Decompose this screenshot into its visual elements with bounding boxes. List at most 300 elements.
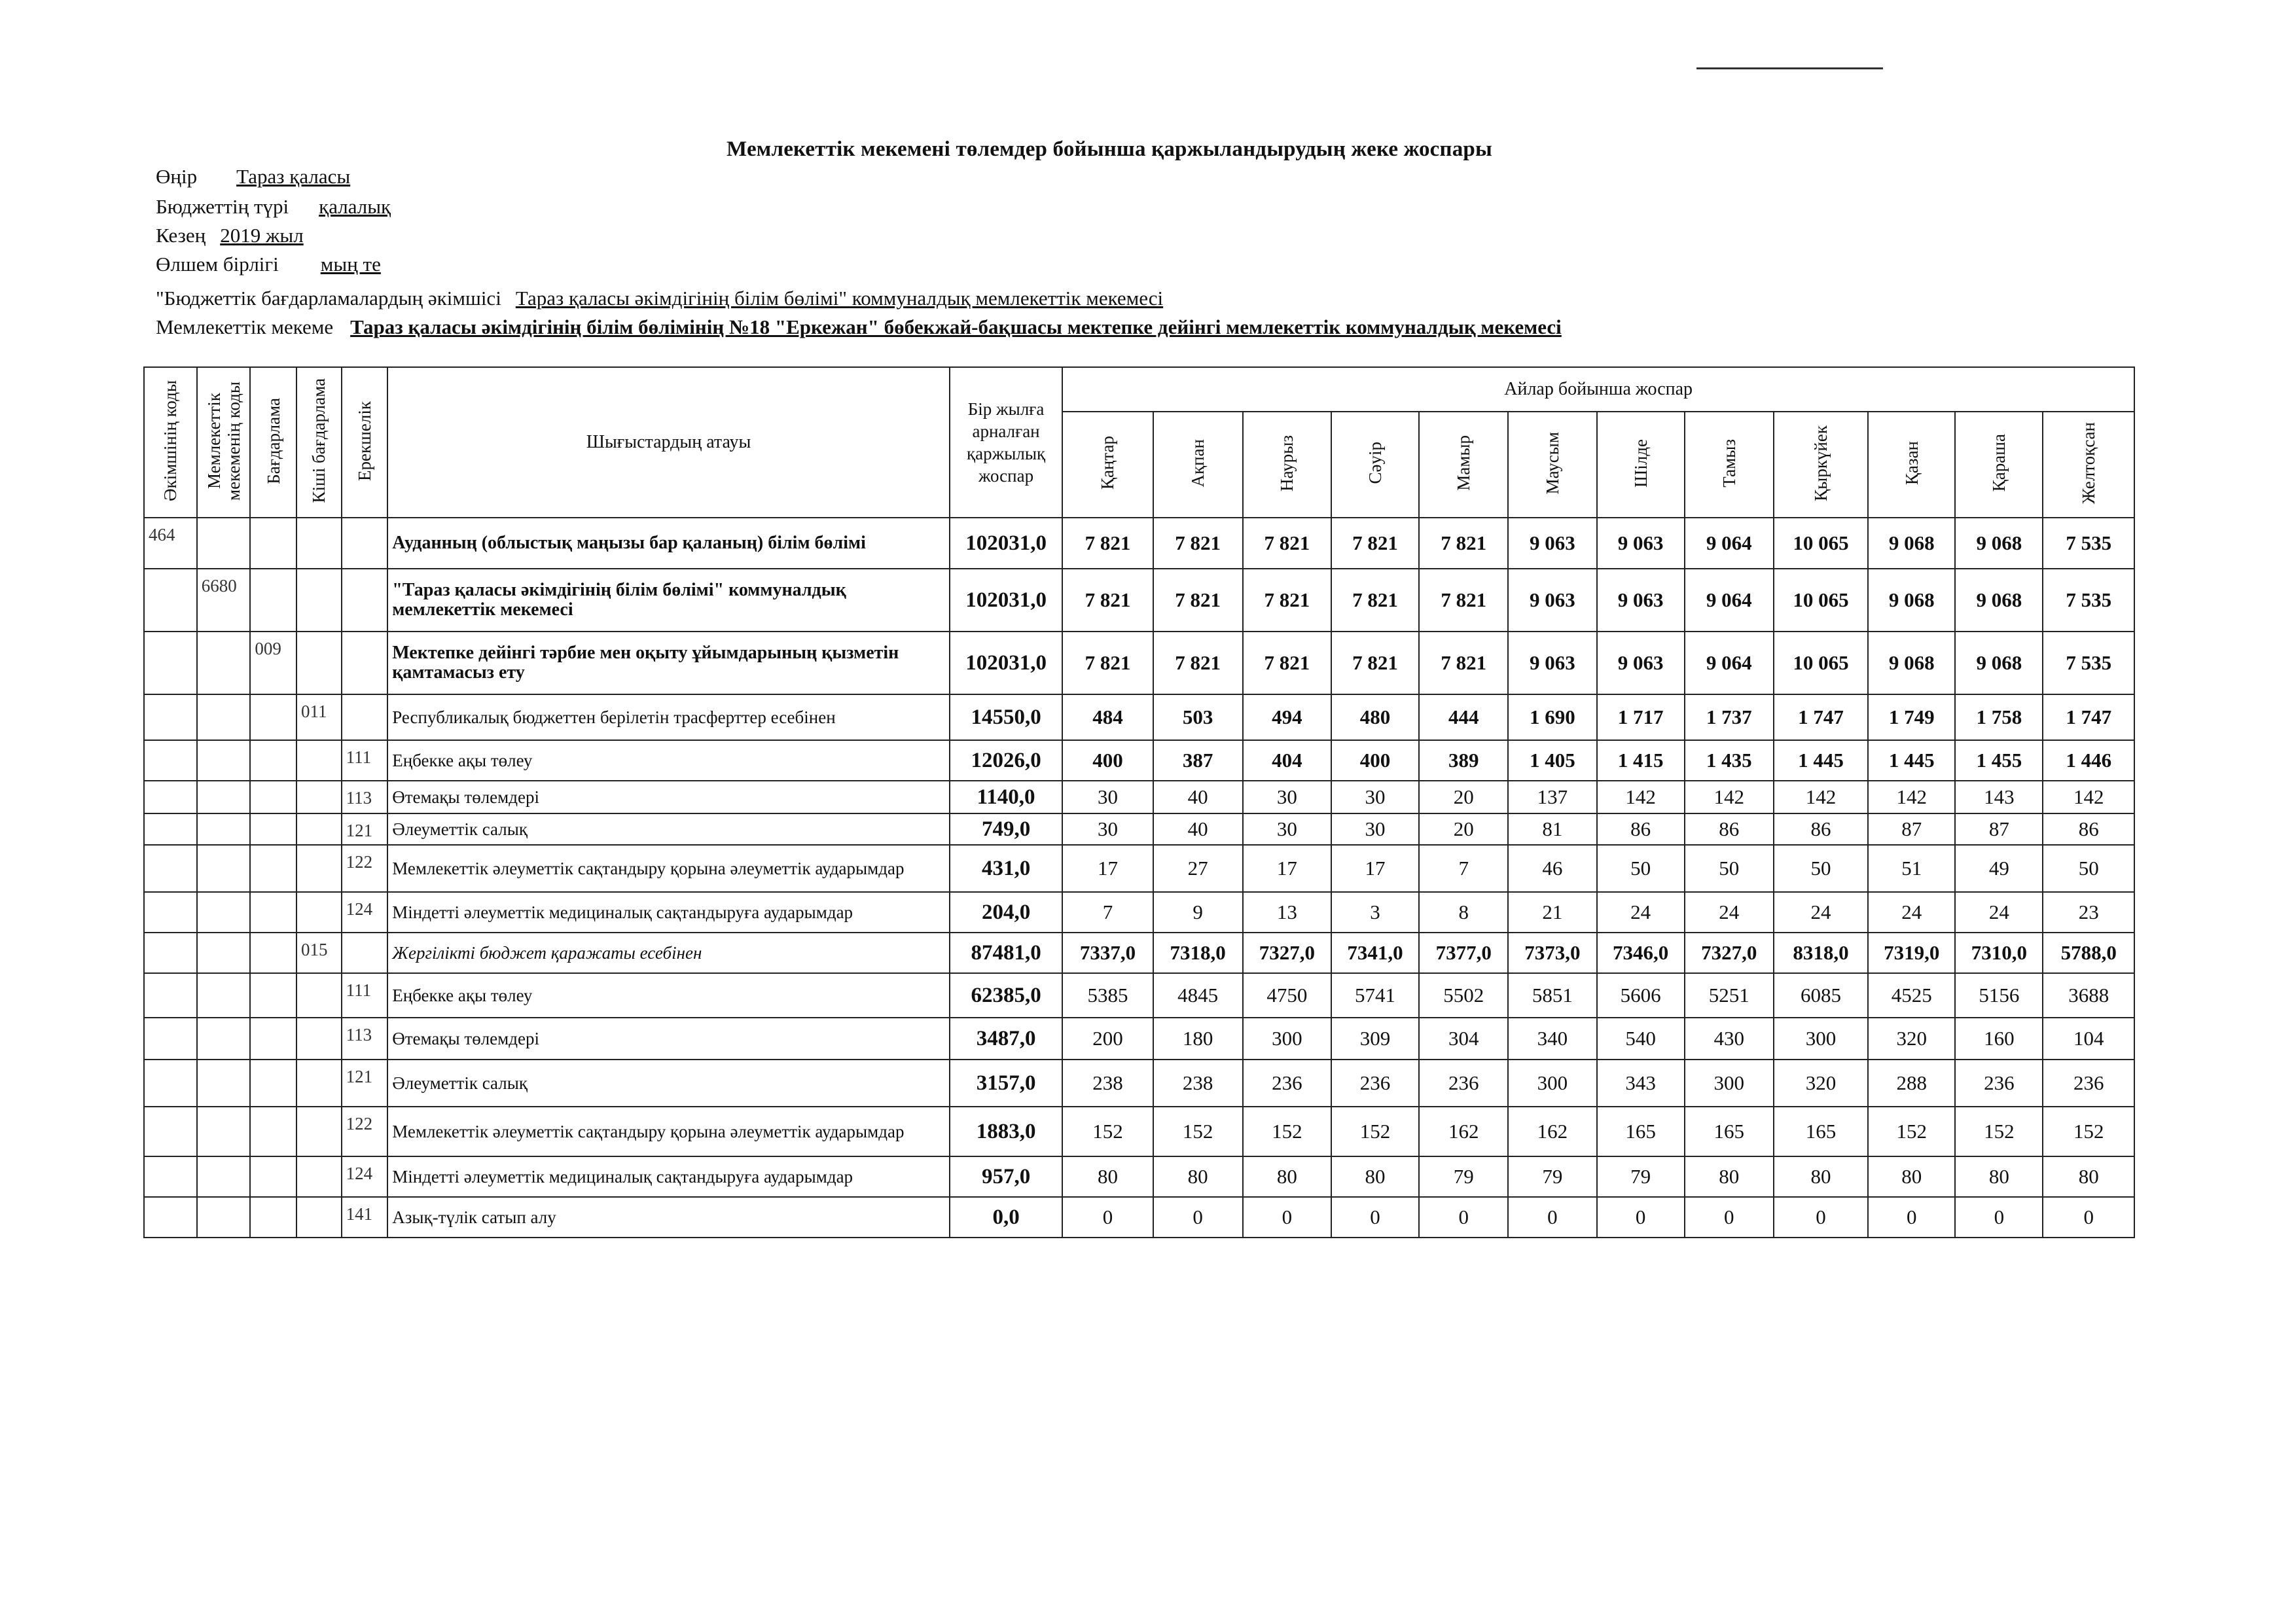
cell-month-1: 7 [1062, 892, 1153, 933]
cell-month-8: 300 [1685, 1060, 1774, 1107]
cell-month-2: 152 [1153, 1107, 1243, 1156]
cell-month-10: 1 445 [1868, 740, 1955, 781]
cell-month-7: 5606 [1597, 973, 1685, 1018]
cell-month-8: 50 [1685, 845, 1774, 892]
cell-month-3: 152 [1243, 1107, 1331, 1156]
cell-annual-plan: 957,0 [950, 1156, 1063, 1197]
cell-expense-name: Өтемақы төлемдері [387, 781, 950, 813]
cell-month-7: 79 [1597, 1156, 1685, 1197]
cell-month-3: 494 [1243, 694, 1331, 740]
cell-expense-name: Республикалық бюджеттен берілетін трасферттер есебінен [387, 694, 950, 740]
cell-month-5: 304 [1419, 1018, 1508, 1060]
cell-month-8: 24 [1685, 892, 1774, 933]
page-title: Мемлекеттік мекемені төлемдер бойынша қаржыландырудың жеке жоспары [726, 137, 1492, 161]
cell-month-11: 236 [1955, 1060, 2043, 1107]
cell-month-6: 1 405 [1508, 740, 1596, 781]
cell-month-5: 162 [1419, 1107, 1508, 1156]
cell-month-4: 7 821 [1331, 518, 1419, 569]
cell-month-6: 9 063 [1508, 518, 1596, 569]
hdr-month-7: Шілде [1597, 412, 1685, 518]
hdr-expense-name: Шығыстардың атауы [387, 367, 950, 518]
cell-month-11: 9 068 [1955, 569, 2043, 632]
table-row [144, 1156, 2134, 1197]
cell-month-11: 1 455 [1955, 740, 2043, 781]
cell-expense-name: Мектепке дейінгі тәрбие мен оқыту ұйымдарының қызметін қамтамасыз ету [387, 632, 950, 694]
table-row [144, 694, 2134, 740]
meta-period [156, 223, 304, 249]
cell-month-5: 20 [1419, 813, 1508, 845]
cell-program-code [250, 1060, 296, 1107]
cell-month-3: 0 [1243, 1197, 1331, 1238]
cell-month-10: 51 [1868, 845, 1955, 892]
cell-month-5: 7 821 [1419, 632, 1508, 694]
cell-specific-code: 124 [342, 1156, 388, 1197]
cell-admin-code [144, 569, 197, 632]
cell-month-1: 17 [1062, 845, 1153, 892]
cell-month-12: 7 535 [2043, 632, 2134, 694]
cell-month-4: 7 821 [1331, 569, 1419, 632]
meta-admin-value: Тараз қаласы әкімдігінің білім бөлімі" коммуналдық мемлекеттік мекемесі [515, 287, 1164, 310]
cell-annual-plan: 12026,0 [950, 740, 1063, 781]
cell-expense-name: Міндетті әлеуметтік медициналық сақтандыруға аударымдар [387, 892, 950, 933]
cell-month-4: 5741 [1331, 973, 1419, 1018]
table-row [144, 1018, 2134, 1060]
cell-month-10: 9 068 [1868, 632, 1955, 694]
cell-month-5: 0 [1419, 1197, 1508, 1238]
cell-annual-plan: 14550,0 [950, 694, 1063, 740]
cell-month-6: 9 063 [1508, 632, 1596, 694]
cell-month-1: 0 [1062, 1197, 1153, 1238]
cell-month-9: 10 065 [1774, 632, 1868, 694]
cell-month-2: 27 [1153, 845, 1243, 892]
cell-annual-plan: 1140,0 [950, 781, 1063, 813]
cell-month-6: 46 [1508, 845, 1596, 892]
cell-month-9: 0 [1774, 1197, 1868, 1238]
cell-month-4: 152 [1331, 1107, 1419, 1156]
meta-program-admin [156, 285, 1163, 312]
cell-admin-code [144, 892, 197, 933]
cell-month-2: 180 [1153, 1018, 1243, 1060]
cell-month-9: 142 [1774, 781, 1868, 813]
table-row [144, 1107, 2134, 1156]
cell-month-9: 1 747 [1774, 694, 1868, 740]
cell-month-1: 238 [1062, 1060, 1153, 1107]
cell-month-10: 152 [1868, 1107, 1955, 1156]
cell-month-4: 309 [1331, 1018, 1419, 1060]
cell-month-7: 7346,0 [1597, 933, 1685, 973]
cell-month-11: 1 758 [1955, 694, 2043, 740]
cell-month-12: 86 [2043, 813, 2134, 845]
hdr-month-5: Мамыр [1419, 412, 1508, 518]
cell-month-12: 152 [2043, 1107, 2134, 1156]
cell-month-9: 24 [1774, 892, 1868, 933]
cell-month-5: 5502 [1419, 973, 1508, 1018]
cell-month-3: 17 [1243, 845, 1331, 892]
cell-specific-code [342, 694, 388, 740]
cell-month-2: 0 [1153, 1197, 1243, 1238]
hdr-month-3: Наурыз [1243, 412, 1331, 518]
cell-program-code [250, 933, 296, 973]
hdr-month-9: Қыркүйек [1774, 412, 1868, 518]
cell-inst-code [197, 518, 251, 569]
meta-unit-value: мың те [320, 253, 381, 276]
cell-program-code [250, 781, 296, 813]
cell-month-3: 7 821 [1243, 632, 1331, 694]
cell-month-7: 1 717 [1597, 694, 1685, 740]
cell-month-10: 4525 [1868, 973, 1955, 1018]
cell-month-2: 238 [1153, 1060, 1243, 1107]
cell-month-1: 80 [1062, 1156, 1153, 1197]
cell-expense-name: Жергілікті бюджет қаражаты есебінен [387, 933, 950, 973]
cell-month-10: 320 [1868, 1018, 1955, 1060]
cell-month-8: 80 [1685, 1156, 1774, 1197]
cell-expense-name: Мемлекеттік әлеуметтік сақтандыру қорына әлеуметтік аударымдар [387, 845, 950, 892]
cell-month-8: 7327,0 [1685, 933, 1774, 973]
cell-month-9: 80 [1774, 1156, 1868, 1197]
meta-period-value: 2019 жыл [220, 224, 304, 247]
cell-month-9: 165 [1774, 1107, 1868, 1156]
cell-month-12: 5788,0 [2043, 933, 2134, 973]
cell-admin-code [144, 1018, 197, 1060]
cell-month-9: 86 [1774, 813, 1868, 845]
cell-month-10: 0 [1868, 1197, 1955, 1238]
cell-month-3: 30 [1243, 813, 1331, 845]
cell-subprogram-code [296, 740, 342, 781]
cell-inst-code [197, 973, 251, 1018]
cell-month-6: 340 [1508, 1018, 1596, 1060]
cell-month-8: 86 [1685, 813, 1774, 845]
cell-month-6: 162 [1508, 1107, 1596, 1156]
cell-month-6: 1 690 [1508, 694, 1596, 740]
cell-month-7: 9 063 [1597, 569, 1685, 632]
cell-expense-name: Әлеуметтік салық [387, 813, 950, 845]
cell-month-3: 80 [1243, 1156, 1331, 1197]
cell-expense-name: Өтемақы төлемдері [387, 1018, 950, 1060]
cell-month-9: 300 [1774, 1018, 1868, 1060]
cell-month-12: 7 535 [2043, 569, 2134, 632]
cell-admin-code: 464 [144, 518, 197, 569]
hdr-subprogram: Кіші бағдарлама [296, 367, 342, 518]
cell-month-7: 24 [1597, 892, 1685, 933]
meta-inst-value: Тараз қаласы әкімдігінің білім бөлімінің №18 "Еркежан" бөбекжай-бақшасы мектепке дейінгі мемлекеттік коммуналдық мекемесі [350, 315, 1562, 338]
cell-month-11: 7310,0 [1955, 933, 2043, 973]
cell-month-4: 0 [1331, 1197, 1419, 1238]
cell-month-5: 7377,0 [1419, 933, 1508, 973]
cell-month-6: 81 [1508, 813, 1596, 845]
cell-month-12: 236 [2043, 1060, 2134, 1107]
cell-expense-name: Міндетті әлеуметтік медициналық сақтандыруға аударымдар [387, 1156, 950, 1197]
cell-annual-plan: 102031,0 [950, 632, 1063, 694]
hdr-month-4: Сәуір [1331, 412, 1419, 518]
cell-month-1: 7 821 [1062, 569, 1153, 632]
cell-month-2: 80 [1153, 1156, 1243, 1197]
cell-inst-code [197, 1197, 251, 1238]
cell-program-code [250, 518, 296, 569]
cell-admin-code [144, 1197, 197, 1238]
table-row [144, 845, 2134, 892]
cell-expense-name: Әлеуметтік салық [387, 1060, 950, 1107]
cell-subprogram-code: 015 [296, 933, 342, 973]
cell-month-11: 0 [1955, 1197, 2043, 1238]
cell-specific-code: 121 [342, 1060, 388, 1107]
cell-expense-name: Еңбекке ақы төлеу [387, 740, 950, 781]
cell-specific-code [342, 632, 388, 694]
hdr-month-10: Қазан [1868, 412, 1955, 518]
cell-program-code [250, 1156, 296, 1197]
table-row [144, 933, 2134, 973]
cell-month-11: 9 068 [1955, 518, 2043, 569]
cell-month-5: 7 821 [1419, 569, 1508, 632]
cell-month-5: 389 [1419, 740, 1508, 781]
cell-month-2: 7 821 [1153, 632, 1243, 694]
cell-month-9: 1 445 [1774, 740, 1868, 781]
cell-month-11: 80 [1955, 1156, 2043, 1197]
cell-subprogram-code [296, 1197, 342, 1238]
cell-admin-code [144, 845, 197, 892]
cell-month-12: 80 [2043, 1156, 2134, 1197]
cell-month-10: 288 [1868, 1060, 1955, 1107]
cell-month-4: 17 [1331, 845, 1419, 892]
table-row [144, 1060, 2134, 1107]
cell-annual-plan: 204,0 [950, 892, 1063, 933]
cell-specific-code: 113 [342, 1018, 388, 1060]
financing-plan-table [143, 366, 2135, 1238]
meta-budget-label: Бюджеттің түрі [156, 195, 289, 218]
hdr-admin-code: Әкімшінің коды [144, 367, 197, 518]
cell-month-7: 142 [1597, 781, 1685, 813]
cell-subprogram-code [296, 518, 342, 569]
cell-month-3: 7 821 [1243, 569, 1331, 632]
cell-month-8: 9 064 [1685, 632, 1774, 694]
cell-month-6: 7373,0 [1508, 933, 1596, 973]
cell-subprogram-code [296, 1156, 342, 1197]
cell-month-11: 87 [1955, 813, 2043, 845]
cell-subprogram-code [296, 845, 342, 892]
cell-month-7: 50 [1597, 845, 1685, 892]
cell-inst-code: 6680 [197, 569, 251, 632]
cell-month-1: 484 [1062, 694, 1153, 740]
cell-month-3: 4750 [1243, 973, 1331, 1018]
table-row [144, 892, 2134, 933]
cell-month-1: 30 [1062, 813, 1153, 845]
cell-month-4: 236 [1331, 1060, 1419, 1107]
cell-month-11: 49 [1955, 845, 2043, 892]
cell-month-5: 7 821 [1419, 518, 1508, 569]
meta-unit [156, 251, 381, 277]
cell-month-8: 1 435 [1685, 740, 1774, 781]
hdr-month-1: Қаңтар [1062, 412, 1153, 518]
cell-month-11: 152 [1955, 1107, 2043, 1156]
cell-program-code [250, 973, 296, 1018]
cell-month-2: 40 [1153, 781, 1243, 813]
cell-month-7: 1 415 [1597, 740, 1685, 781]
table-row [144, 740, 2134, 781]
cell-specific-code: 122 [342, 1107, 388, 1156]
cell-specific-code [342, 933, 388, 973]
cell-month-6: 79 [1508, 1156, 1596, 1197]
cell-month-12: 23 [2043, 892, 2134, 933]
meta-period-label: Кезең [156, 224, 206, 247]
hdr-monthly-plan: Айлар бойынша жоспар [1062, 367, 2134, 412]
meta-admin-label: "Бюджеттік бағдарламалардың әкімшісі [156, 287, 501, 310]
cell-month-7: 540 [1597, 1018, 1685, 1060]
cell-month-2: 40 [1153, 813, 1243, 845]
cell-month-6: 21 [1508, 892, 1596, 933]
cell-month-1: 5385 [1062, 973, 1153, 1018]
cell-month-2: 7 821 [1153, 569, 1243, 632]
cell-month-11: 160 [1955, 1018, 2043, 1060]
cell-month-3: 300 [1243, 1018, 1331, 1060]
cell-program-code [250, 569, 296, 632]
table-row [144, 518, 2134, 569]
cell-month-10: 9 068 [1868, 569, 1955, 632]
cell-month-3: 236 [1243, 1060, 1331, 1107]
cell-program-code [250, 813, 296, 845]
cell-month-2: 4845 [1153, 973, 1243, 1018]
cell-month-5: 20 [1419, 781, 1508, 813]
cell-subprogram-code [296, 1107, 342, 1156]
cell-month-12: 50 [2043, 845, 2134, 892]
cell-inst-code [197, 1018, 251, 1060]
cell-inst-code [197, 632, 251, 694]
cell-month-4: 30 [1331, 781, 1419, 813]
cell-annual-plan: 102031,0 [950, 569, 1063, 632]
cell-month-5: 79 [1419, 1156, 1508, 1197]
cell-month-2: 7318,0 [1153, 933, 1243, 973]
cell-month-4: 400 [1331, 740, 1419, 781]
cell-month-11: 5156 [1955, 973, 2043, 1018]
cell-month-12: 3688 [2043, 973, 2134, 1018]
cell-program-code [250, 1197, 296, 1238]
cell-program-code [250, 845, 296, 892]
cell-inst-code [197, 933, 251, 973]
cell-subprogram-code [296, 781, 342, 813]
cell-expense-name: Азық-түлік сатып алу [387, 1197, 950, 1238]
cell-admin-code [144, 973, 197, 1018]
table-row [144, 1197, 2134, 1238]
hdr-month-8: Тамыз [1685, 412, 1774, 518]
cell-month-4: 480 [1331, 694, 1419, 740]
meta-inst-label: Мемлекеттік мекеме [156, 315, 334, 338]
cell-month-9: 50 [1774, 845, 1868, 892]
hdr-month-11: Қараша [1955, 412, 2043, 518]
cell-admin-code [144, 933, 197, 973]
cell-subprogram-code: 011 [296, 694, 342, 740]
cell-annual-plan: 0,0 [950, 1197, 1063, 1238]
cell-month-8: 9 064 [1685, 569, 1774, 632]
cell-subprogram-code [296, 569, 342, 632]
cell-inst-code [197, 1107, 251, 1156]
meta-budget-value: қалалық [319, 195, 391, 218]
cell-annual-plan: 3157,0 [950, 1060, 1063, 1107]
cell-subprogram-code [296, 632, 342, 694]
cell-month-1: 400 [1062, 740, 1153, 781]
cell-month-1: 152 [1062, 1107, 1153, 1156]
cell-month-7: 343 [1597, 1060, 1685, 1107]
cell-expense-name: "Тараз қаласы әкімдігінің білім бөлімі" коммуналдық мемлекеттік мекемесі [387, 569, 950, 632]
table-row [144, 973, 2134, 1018]
cell-month-3: 13 [1243, 892, 1331, 933]
cell-month-12: 104 [2043, 1018, 2134, 1060]
cell-annual-plan: 431,0 [950, 845, 1063, 892]
cell-program-code [250, 892, 296, 933]
cell-specific-code: 111 [342, 740, 388, 781]
cell-program-code [250, 1107, 296, 1156]
cell-admin-code [144, 1060, 197, 1107]
cell-annual-plan: 62385,0 [950, 973, 1063, 1018]
cell-month-12: 1 747 [2043, 694, 2134, 740]
cell-month-11: 143 [1955, 781, 2043, 813]
cell-month-10: 142 [1868, 781, 1955, 813]
cell-month-6: 9 063 [1508, 569, 1596, 632]
cell-month-12: 142 [2043, 781, 2134, 813]
cell-month-3: 7 821 [1243, 518, 1331, 569]
cell-month-5: 7 [1419, 845, 1508, 892]
cell-month-5: 236 [1419, 1060, 1508, 1107]
cell-subprogram-code [296, 892, 342, 933]
cell-month-4: 3 [1331, 892, 1419, 933]
cell-inst-code [197, 740, 251, 781]
cell-admin-code [144, 740, 197, 781]
cell-month-7: 165 [1597, 1107, 1685, 1156]
cell-month-6: 5851 [1508, 973, 1596, 1018]
cell-admin-code [144, 813, 197, 845]
cell-month-6: 137 [1508, 781, 1596, 813]
cell-month-1: 7 821 [1062, 632, 1153, 694]
hdr-month-6: Маусым [1508, 412, 1596, 518]
cell-subprogram-code [296, 1060, 342, 1107]
cell-specific-code: 111 [342, 973, 388, 1018]
cell-specific-code: 113 [342, 781, 388, 813]
hdr-program: Бағдарлама [250, 367, 296, 518]
cell-admin-code [144, 1107, 197, 1156]
cell-specific-code: 122 [342, 845, 388, 892]
cell-month-1: 7337,0 [1062, 933, 1153, 973]
cell-specific-code [342, 569, 388, 632]
meta-budget-type [156, 194, 391, 220]
hdr-inst-code: Мемлекеттік мекеменің коды [197, 367, 251, 518]
cell-admin-code [144, 781, 197, 813]
cell-month-10: 87 [1868, 813, 1955, 845]
cell-program-code [250, 694, 296, 740]
cell-subprogram-code [296, 1018, 342, 1060]
meta-institution [156, 314, 1562, 340]
cell-admin-code [144, 694, 197, 740]
cell-program-code: 009 [250, 632, 296, 694]
cell-annual-plan: 102031,0 [950, 518, 1063, 569]
cell-annual-plan: 87481,0 [950, 933, 1063, 973]
cell-month-9: 10 065 [1774, 518, 1868, 569]
cell-month-2: 387 [1153, 740, 1243, 781]
cell-month-1: 30 [1062, 781, 1153, 813]
cell-month-9: 6085 [1774, 973, 1868, 1018]
cell-month-3: 404 [1243, 740, 1331, 781]
cell-month-8: 430 [1685, 1018, 1774, 1060]
hdr-annual-plan: Бір жылға арналған қаржылық жоспар [950, 367, 1063, 518]
cell-month-12: 1 446 [2043, 740, 2134, 781]
cell-annual-plan: 749,0 [950, 813, 1063, 845]
cell-month-2: 503 [1153, 694, 1243, 740]
cell-month-1: 7 821 [1062, 518, 1153, 569]
cell-month-3: 30 [1243, 781, 1331, 813]
cell-specific-code: 121 [342, 813, 388, 845]
meta-region [156, 164, 350, 190]
cell-month-4: 7 821 [1331, 632, 1419, 694]
cell-inst-code [197, 781, 251, 813]
cell-month-7: 9 063 [1597, 632, 1685, 694]
cell-month-11: 9 068 [1955, 632, 2043, 694]
cell-month-9: 320 [1774, 1060, 1868, 1107]
